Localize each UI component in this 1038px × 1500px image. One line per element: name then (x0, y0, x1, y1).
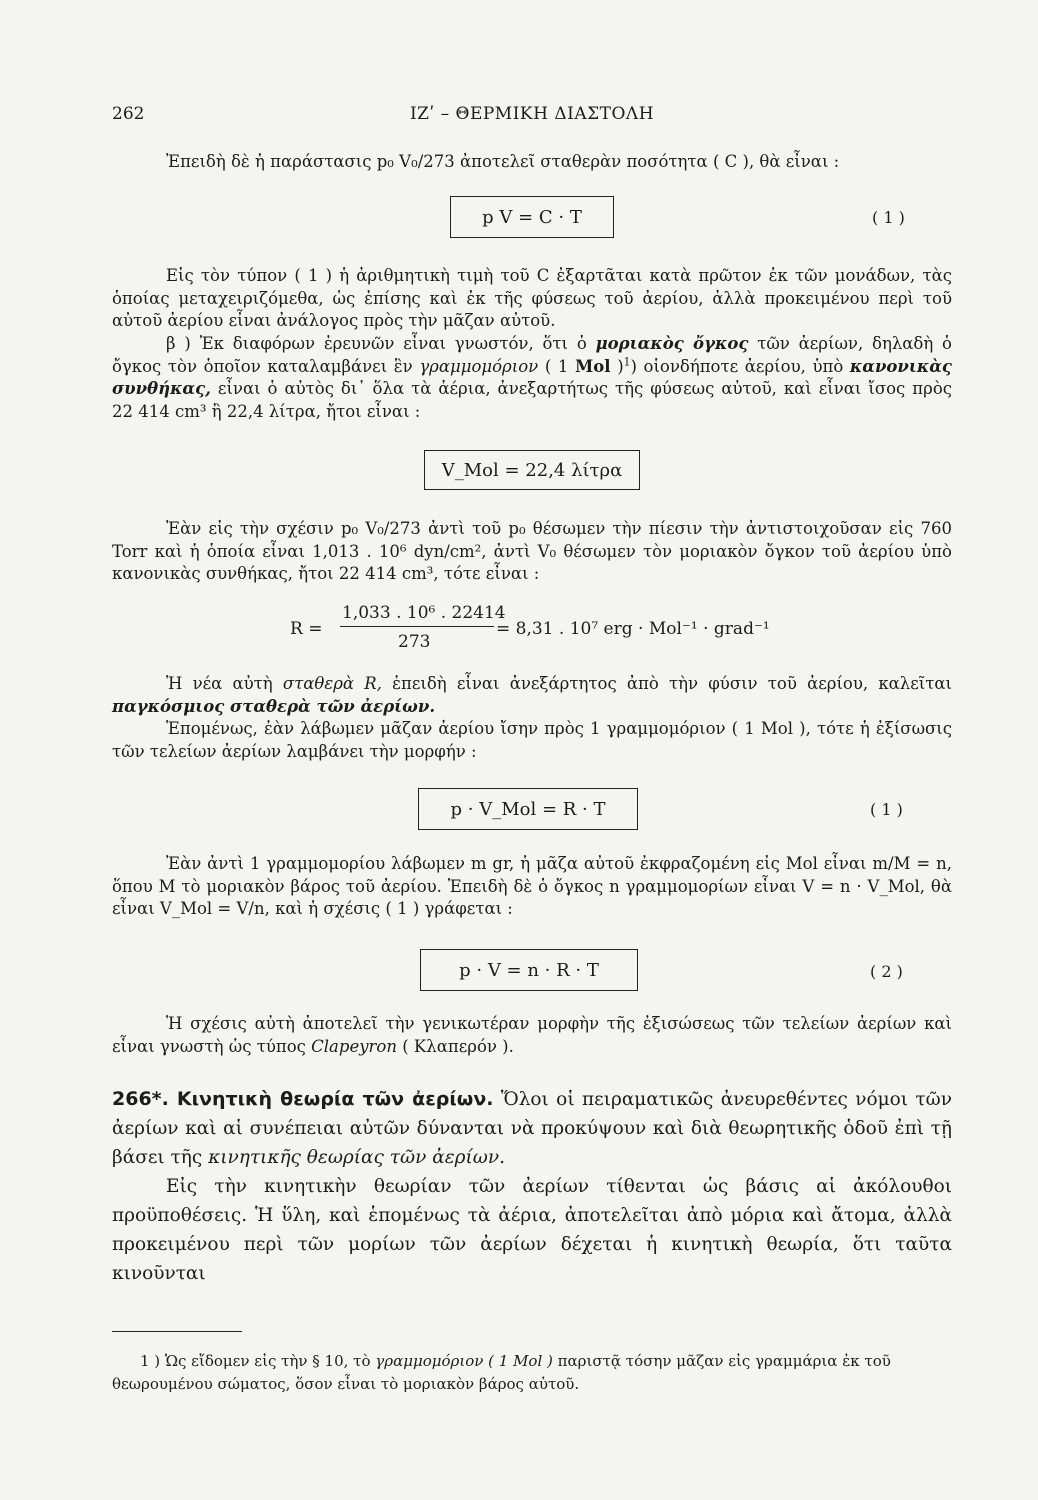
equation-1: p V = C · T (482, 206, 582, 228)
equation-4: p · V = n · R · T (459, 959, 599, 981)
paragraph-3 (112, 333, 952, 423)
term-gram-molecule: γραμμομόριον (419, 356, 539, 376)
fraction-bar (340, 626, 494, 627)
eq3-denominator: 273 (398, 632, 431, 652)
p3-c: τῶν ἀερίων, δηλαδὴ ὁ ὄγκος τὸν ὁποῖον καταλαμβάνει ἓν (112, 334, 952, 376)
page-header (112, 104, 952, 132)
page-number: 262 (112, 104, 145, 124)
equation-box-1 (450, 196, 614, 238)
p3-h: ) οἱονδήποτε ἀερίου, ὑπὸ (630, 356, 844, 376)
paragraph-5 (112, 673, 952, 718)
footnote-rule (112, 1331, 242, 1332)
paragraph-1: Ἐπειδὴ δὲ ἡ παράστασις p₀ V₀/273 ἀποτελεῖ σταθερὰν ποσότητα ( C ), θὰ εἶναι : (166, 152, 840, 171)
equation-number-1: ( 1 ) (872, 208, 905, 227)
term-normal-conditions: κανονικὰς συνθήκας, (112, 356, 952, 398)
fn-c: παριστᾷ τόσην μᾶζαν εἰς γραμμάρια ἐκ τοῦ θεωρουμένου σώματος, ὅσον εἶναι τὸ μοριακὸν βάρος αὐτοῦ. (112, 1352, 891, 1393)
section-title: 266*. Κινητικὴ θεωρία τῶν ἀερίων. (112, 1088, 494, 1110)
term-universal-gas-constant: παγκόσμιος σταθερὰ τῶν ἀερίων. (112, 696, 436, 716)
footnote-ref: 1 (623, 355, 631, 368)
p8-a: Ἡ σχέσις αὐτὴ ἀποτελεῖ τὴν γενικωτέραν μορφὴν τῆς ἐξισώσεως τῶν τελείων ἀερίων καὶ εἶναι γνωστὴ ὡς τύπος (112, 1014, 952, 1056)
term-constant-r: σταθερὰ R, (282, 674, 382, 693)
paragraph-6: Ἑπομένως, ἐὰν λάβωμεν μᾶζαν ἀερίου ἴσην πρὸς 1 γραμμομόριον ( 1 Mol ), τότε ἡ ἐξίσωσις τῶν τελείων ἀερίων λαμβάνει τὴν μορφήν : (112, 719, 952, 761)
running-head: ΙΖʹ – ΘΕΡΜΙΚΗ ΔΙΑΣΤΟΛΗ (409, 104, 655, 124)
footnote-1 (112, 1350, 952, 1396)
p3-g: ) (617, 356, 624, 376)
paragraph-7: Ἐὰν ἀντὶ 1 γραμμομορίου λάβωμεν m gr, ἡ μᾶζα αὐτοῦ ἐκφραζομένη εἰς Mol εἶναι m/M = n, ὅπου M τὸ μοριακὸν βάρος τοῦ ἀερίου. Ἐπειδὴ δὲ ὁ ὄγκος n γραμμομορίων εἶναι V = n · V_Mol, θὰ εἶναι V_Mol = V/n, καὶ ἡ σχέσις ( 1 ) γράφεται : (112, 854, 952, 918)
fn-a: Ὡς εἴδομεν εἰς τὴν § 10, τὸ (164, 1352, 371, 1370)
equation-box-3 (418, 788, 638, 830)
equation-number-4: ( 2 ) (870, 962, 903, 981)
equation-2: V_Mol = 22,4 λίτρα (441, 459, 623, 481)
name-clapeyron: Clapeyron (311, 1036, 397, 1056)
equation-number-3: ( 1 ) (870, 800, 903, 819)
equation-3: p · V_Mol = R · T (450, 798, 606, 820)
paragraph-4: Ἐὰν εἰς τὴν σχέσιν p₀ V₀/273 ἀντὶ τοῦ p₀ θέσωμεν τὴν πίεσιν τὴν ἀντιστοιχοῦσαν εἰς 760 Torr καὶ ἡ ὁποία εἶναι 1,013 . 10⁶ dyn/cm², ἀντὶ V₀ θέσωμεν τὸν μοριακὸν ὄγκον τοῦ ἀερίου ὑπὸ κανονικὰς συνθήκας, ἤτοι 22 414 cm³, τότε εἶναι : (112, 519, 952, 583)
paragraph-8 (112, 1013, 952, 1058)
p3-e: ( 1 (544, 356, 569, 376)
eq3-lhs: R = (290, 619, 323, 639)
paragraph-9: Εἰς τὴν κινητικὴν θεωρίαν τῶν ἀερίων τίθενται ὡς βάσις αἱ ἀκόλουθοι προϋποθέσεις. Ἡ ὕλη, καὶ ἑπομένως τὰ ἀέρια, ἀποτελεῖται ἀπὸ μόρια καὶ ἄτομα, ἀλλὰ προκειμένου περὶ τῶν μορίων τῶν ἀερίων δέχεται ἡ κινητικὴ θεωρία, ὅτι ταῦτα κινοῦνται (112, 1176, 952, 1284)
term-kinetic-theory: κινητικῆς θεωρίας τῶν ἀερίων. (208, 1147, 505, 1168)
p3-j: εἶναι ὁ αὐτὸς δι᾽ ὅλα τὰ ἀέρια, ἀνεξαρτήτως τῆς φύσεως αὐτοῦ, καὶ εἶναι ἴσος πρὸς 22 414 cm³ ἢ 22,4 λίτρα, ἤτοι εἶναι : (112, 379, 952, 421)
fn-term: γραμμομόριον ( 1 Mol ) (375, 1352, 553, 1370)
footnote-mark: 1 ) (140, 1352, 161, 1370)
section-text-a: Ὅλοι οἱ πειραματικῶς ἀνευρεθέντες νόμοι τῶν ἀερίων καὶ αἱ συνέπειαι αὐτῶν δύνανται νὰ προκύψουν καὶ διὰ θεωρητικῆς ὁδοῦ ἐπὶ τῇ βάσει τῆς (112, 1089, 952, 1168)
equation-box-4 (420, 949, 638, 991)
p8-c: ( Κλαπερόν ). (402, 1036, 514, 1056)
paragraph-2: Εἰς τὸν τύπον ( 1 ) ἡ ἀριθμητικὴ τιμὴ τοῦ C ἐξαρτᾶται κατὰ πρῶτον ἐκ τῶν μονάδων, τὰς ὁποίας μεταχειριζόμεθα, ὡς ἐπίσης καὶ ἐκ τῆς φύσεως τοῦ ἀερίου, ἀλλὰ προκειμένου περὶ τοῦ αὐτοῦ ἀερίου εἶναι ἀνάλογος πρὸς τὴν μᾶζαν αὐτοῦ. (112, 266, 952, 330)
section-266 (112, 1085, 952, 1172)
equation-box-2 (424, 450, 640, 490)
term-molar-volume: μοριακὸς ὄγκος (595, 334, 749, 353)
p5-c: ἐπειδὴ εἶναι ἀνεξάρτητος ἀπὸ τὴν φύσιν τοῦ ἀερίου, καλεῖται (392, 674, 953, 693)
p3-a: β ) Ἐκ διαφόρων ἐρευνῶν εἶναι γνωστόν, ὅτι ὁ (166, 334, 587, 353)
p5-a: Ἡ νέα αὐτὴ (166, 674, 273, 693)
mol-unit: Mol (575, 356, 611, 376)
eq3-rhs: = 8,31 . 10⁷ erg · Mol⁻¹ · grad⁻¹ (496, 619, 770, 639)
eq3-numerator: 1,033 . 10⁶ . 22414 (342, 603, 506, 623)
